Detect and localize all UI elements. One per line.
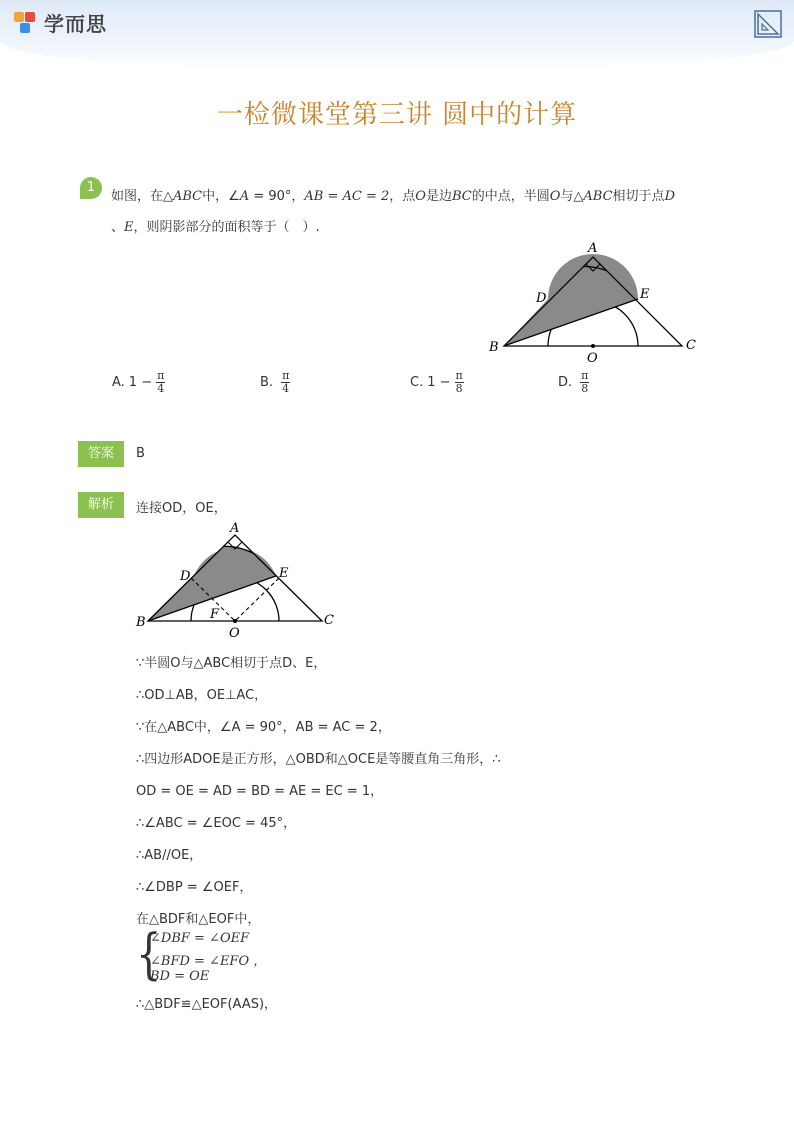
- label-C: C: [324, 613, 334, 628]
- system-line: ∠DBF = ∠OEF: [150, 931, 250, 946]
- option-c[interactable]: C. 1 − $\frac{\pi}{8}$: [410, 369, 463, 395]
- solution-line: OD = OE = AD = BD = AE = EC = 1，: [136, 784, 384, 799]
- label-B: B: [136, 615, 146, 630]
- answer-value: B: [136, 446, 145, 461]
- solution-line: ∵在△ABC中，∠A = 90°，AB = AC = 2，: [136, 720, 391, 735]
- option-d[interactable]: D. $\frac{\pi}{8}$: [558, 369, 589, 395]
- system-line: BD = OE: [150, 969, 210, 984]
- label-A: A: [588, 241, 598, 256]
- system-brace: {: [136, 923, 162, 987]
- solution-figure: [134, 520, 344, 642]
- option-b[interactable]: B. $\frac{\pi}{4}$: [260, 369, 290, 395]
- label-O: O: [229, 626, 240, 641]
- page-title: 一检微课堂第三讲 圆中的计算: [216, 100, 578, 130]
- label-B: B: [489, 340, 499, 355]
- question-number-badge: 1: [80, 177, 102, 199]
- label-O: O: [587, 351, 598, 366]
- system-line: ∠BFD = ∠EFO ，: [150, 954, 267, 969]
- label-E: E: [640, 287, 650, 302]
- solution-line: ∴AB//OE，: [136, 848, 203, 863]
- ruler-icon: [754, 10, 782, 38]
- brand-logo-icon: [14, 10, 38, 36]
- solution-line: ∴∠ABC = ∠EOC = 45°，: [136, 816, 297, 831]
- label-D: D: [180, 569, 191, 584]
- brand-logo-text: 学而思: [44, 12, 107, 36]
- page-header: [0, 0, 794, 70]
- answer-tag: 答案: [78, 441, 124, 467]
- question-text: 如图，在△ABC中，∠A = 90°，AB = AC = 2，点O是边BC的中点，半圆O与△ABC相切于点D 、E，则阴影部分的面积等于（ ）.: [111, 189, 675, 235]
- label-C: C: [686, 338, 696, 353]
- question-figure: [485, 236, 705, 366]
- solution-line: 在△BDF和△EOF中，: [136, 912, 261, 927]
- label-F: F: [210, 607, 220, 622]
- label-D: D: [536, 291, 547, 306]
- solution-line: ∵半圆O与△ABC相切于点D、E，: [136, 656, 327, 671]
- solution-line: 连接OD，OE，: [136, 501, 227, 516]
- label-E: E: [279, 566, 289, 581]
- solution-tag: 解析: [78, 492, 124, 518]
- option-a[interactable]: A. 1 − $\frac{\pi}{4}$: [112, 369, 165, 395]
- shaded-region: [504, 254, 638, 346]
- solution-conclusion: ∴△BDF≌△EOF(AAS)，: [136, 997, 278, 1012]
- solution-line: ∴OD⊥AB，OE⊥AC，: [136, 688, 268, 703]
- label-A: A: [230, 521, 240, 536]
- solution-line: ∴四边形ADOE是正方形，△OBD和△OCE是等腰直角三角形，∴: [136, 752, 501, 767]
- brand-logo: [14, 8, 107, 37]
- solution-line: ∴∠DBP = ∠OEF，: [136, 880, 253, 895]
